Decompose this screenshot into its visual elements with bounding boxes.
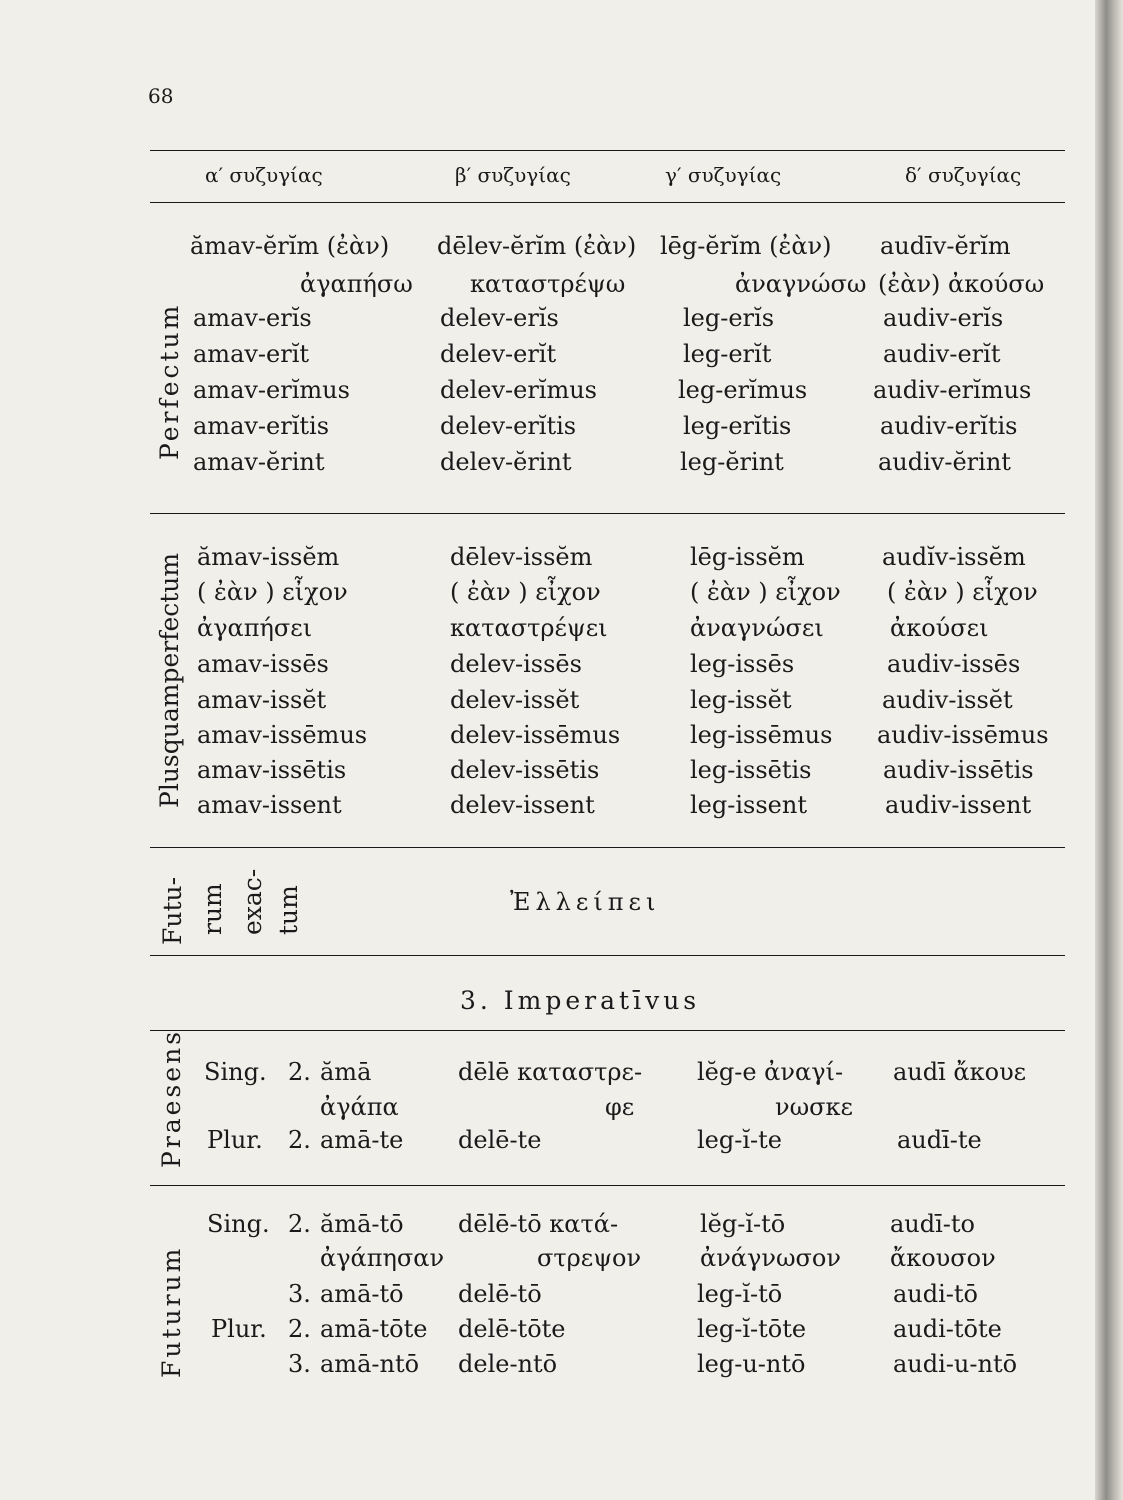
rule-plusquam-bottom: [150, 847, 1065, 848]
perf-r0-c3: lēg-ĕrĭm (ἐὰν): [660, 232, 832, 260]
plus-r2-c3: ἀναγνώσει: [690, 614, 824, 642]
perf-r5-c3: leg-erĭtis: [683, 412, 792, 440]
fut-sing2-c4: audī-to: [890, 1210, 976, 1238]
perf-r1-c3: ἀναγνώσω: [735, 270, 867, 298]
perf-r3-c2: delev-erĭt: [440, 340, 557, 368]
fut-sing2-pers: 2.: [288, 1210, 311, 1238]
perf-r1-c1: ἀγαπήσω: [300, 270, 413, 298]
praes-plur-c2: delē-te: [458, 1126, 542, 1154]
perf-r6-c3: leg-ĕrint: [680, 448, 784, 476]
label-futurum-exactum-1: Futu-: [158, 876, 187, 945]
perf-r6-c2: delev-ĕrint: [440, 448, 572, 476]
fut-plur2-num: Plur.: [211, 1315, 267, 1343]
fut-sing2-num: Sing.: [207, 1210, 270, 1238]
fut-plur2-c4: audi-tōte: [893, 1315, 1002, 1343]
praes-sing-c1-greek: ἀγάπα: [320, 1093, 399, 1121]
fut-plur3-c3: leg-u-ntō: [697, 1350, 806, 1378]
plus-r5-c4: audiv-issēmus: [877, 721, 1049, 749]
fut-plur3-c4: audi-u-ntō: [893, 1350, 1018, 1378]
plus-r7-c3: leg-issent: [690, 791, 807, 819]
perf-r2-c2: delev-erĭs: [440, 304, 559, 332]
perf-r4-c3: leg-erĭmus: [678, 376, 808, 404]
plus-r6-c3: leg-issētis: [690, 756, 812, 784]
header-conj-3: γ′ συζυγίας: [665, 163, 782, 187]
plus-r0-c2: dēlev-issĕm: [450, 543, 593, 571]
perf-r0-c1: ămav-ĕrĭm (ἐὰν): [190, 232, 390, 260]
label-futurum: Futurum: [157, 1245, 186, 1378]
praes-sing-num: Sing.: [204, 1058, 267, 1086]
plus-r0-c3: lēg-issĕm: [690, 543, 805, 571]
fut-sing3-pers: 3.: [288, 1280, 311, 1308]
perf-r2-c3: leg-erĭs: [683, 304, 775, 332]
praes-sing-c2-greek: φε: [605, 1093, 635, 1121]
rule-perfectum-bottom: [150, 513, 1065, 514]
header-conj-2: β′ συζυγίας: [455, 163, 571, 187]
plus-r4-c2: delev-issĕt: [450, 686, 580, 714]
fut-sing2-c2-greek: στρεψον: [537, 1244, 642, 1272]
plus-r0-c1: ămav-issĕm: [197, 543, 340, 571]
perf-r5-c1: amav-erĭtis: [193, 412, 330, 440]
plus-r6-c2: delev-issētis: [450, 756, 600, 784]
perf-r1-c2: καταστρέψω: [470, 270, 626, 298]
plus-r3-c4: audiv-issēs: [887, 650, 1021, 678]
label-futurum-exactum-2: rum: [198, 883, 227, 935]
praes-plur-num: Plur.: [207, 1126, 263, 1154]
fut-sing3-c3: leg-ĭ-tō: [697, 1280, 783, 1308]
label-plusquamperfectum: Plusquamperfectum: [155, 552, 184, 808]
praes-plur-pers: 2.: [288, 1126, 311, 1154]
rule-praesens-bottom: [150, 1185, 1065, 1186]
futurum-exactum-missing: Ἐλλείπει: [510, 888, 661, 916]
praes-sing-pers: 2.: [288, 1058, 311, 1086]
perf-r2-c4: audiv-erĭs: [883, 304, 1004, 332]
praes-sing-c2: dēlē καταστρε-: [458, 1058, 643, 1086]
section-title-imperativus: 3. Imperatīvus: [460, 986, 701, 1015]
fut-plur2-c3: leg-ĭ-tōte: [697, 1315, 807, 1343]
plus-r2-c2: καταστρέψει: [450, 614, 608, 642]
page-edge-shadow: [1095, 0, 1123, 1500]
perf-r4-c2: delev-erĭmus: [440, 376, 597, 404]
label-praesens: Praesens: [157, 1028, 186, 1168]
fut-sing2-c1-greek: ἀγάπησαν: [320, 1244, 445, 1272]
perf-r1-c4: (ἐὰν) ἀκούσω: [878, 270, 1045, 298]
plus-r7-c2: delev-issent: [450, 791, 595, 819]
praes-sing-c4: audī ἄκουε: [893, 1058, 1027, 1086]
praes-sing-c3-greek: νωσκε: [775, 1093, 853, 1121]
plus-r7-c4: audiv-issent: [885, 791, 1032, 819]
rule-imperativus-title: [150, 1030, 1065, 1031]
plus-r5-c3: leg-issēmus: [690, 721, 833, 749]
perf-r3-c1: amav-erĭt: [193, 340, 310, 368]
perf-r3-c4: audiv-erĭt: [883, 340, 1001, 368]
fut-plur2-c2: delē-tōte: [458, 1315, 566, 1343]
fut-sing3-c4: audi-tō: [893, 1280, 979, 1308]
fut-sing2-c4-greek: ἄκουσον: [890, 1244, 996, 1272]
plus-r4-c4: audiv-issĕt: [882, 686, 1013, 714]
praes-sing-c3: lĕg-e ἀναγί-: [697, 1058, 844, 1086]
perf-r6-c4: audiv-ĕrint: [878, 448, 1011, 476]
perf-r0-c2: dēlev-ĕrĭm (ἐὰν): [437, 232, 637, 260]
plus-r1-c2: ( ἐὰν ) εἶχον: [450, 578, 601, 606]
fut-plur2-pers: 2.: [288, 1315, 311, 1343]
fut-sing2-c1: ămā-tō: [320, 1210, 404, 1238]
page-number: 68: [148, 84, 174, 108]
perf-r0-c4: audīv-ĕrĭm: [880, 232, 1011, 260]
perf-r4-c1: amav-erĭmus: [193, 376, 350, 404]
praes-plur-c1: amā-te: [320, 1126, 404, 1154]
plus-r2-c1: ἀγαπήσει: [197, 614, 313, 642]
plus-r2-c4: ἀκούσει: [890, 614, 989, 642]
fut-sing3-c1: amā-tō: [320, 1280, 404, 1308]
plus-r4-c3: leg-issĕt: [690, 686, 792, 714]
praes-plur-c3: leg-ĭ-te: [697, 1126, 782, 1154]
rule-header-bottom: [150, 202, 1065, 203]
plus-r7-c1: amav-issent: [197, 791, 342, 819]
fut-sing3-c2: delē-tō: [458, 1280, 542, 1308]
plus-r5-c2: delev-issēmus: [450, 721, 621, 749]
fut-sing2-c3: lĕg-ĭ-tō: [700, 1210, 786, 1238]
plus-r1-c3: ( ἐὰν ) εἶχον: [690, 578, 841, 606]
plus-r5-c1: amav-issēmus: [197, 721, 368, 749]
header-conj-4: δ′ συζυγίας: [905, 163, 1022, 187]
perf-r6-c1: amav-ĕrint: [193, 448, 325, 476]
label-perfectum: Perfectum: [155, 302, 184, 460]
plus-r6-c1: amav-issētis: [197, 756, 347, 784]
perf-r3-c3: leg-erĭt: [683, 340, 772, 368]
fut-plur2-c1: amā-tōte: [320, 1315, 428, 1343]
praes-sing-c1: ămā: [320, 1058, 372, 1086]
rule-futurum-exactum-bottom: [150, 955, 1065, 956]
fut-sing2-c2: dēlē-tō κατά-: [458, 1210, 619, 1238]
label-futurum-exactum-3: exac-: [238, 868, 267, 935]
plus-r3-c2: delev-issēs: [450, 650, 582, 678]
plus-r3-c1: amav-issēs: [197, 650, 329, 678]
fut-sing2-c3-greek: ἀνάγνωσον: [700, 1244, 841, 1272]
fut-plur3-c1: amā-ntō: [320, 1350, 420, 1378]
header-conj-1: α′ συζυγίας: [205, 163, 323, 187]
plus-r1-c1: ( ἐὰν ) εἶχον: [197, 578, 348, 606]
plus-r1-c4: ( ἐὰν ) εἶχον: [887, 578, 1038, 606]
perf-r4-c4: audiv-erĭmus: [873, 376, 1032, 404]
plus-r6-c4: audiv-issētis: [883, 756, 1034, 784]
perf-r2-c1: amav-erĭs: [193, 304, 312, 332]
rule-top: [150, 150, 1065, 151]
fut-plur3-pers: 3.: [288, 1350, 311, 1378]
praes-plur-c4: audī-te: [897, 1126, 982, 1154]
fut-plur3-c2: dele-ntō: [458, 1350, 558, 1378]
plus-r0-c4: audĭv-issĕm: [882, 543, 1026, 571]
plus-r3-c3: leg-issēs: [690, 650, 795, 678]
label-futurum-exactum-4: tum: [274, 885, 303, 935]
plus-r4-c1: amav-issĕt: [197, 686, 327, 714]
perf-r5-c2: delev-erĭtis: [440, 412, 577, 440]
perf-r5-c4: audiv-erĭtis: [880, 412, 1018, 440]
